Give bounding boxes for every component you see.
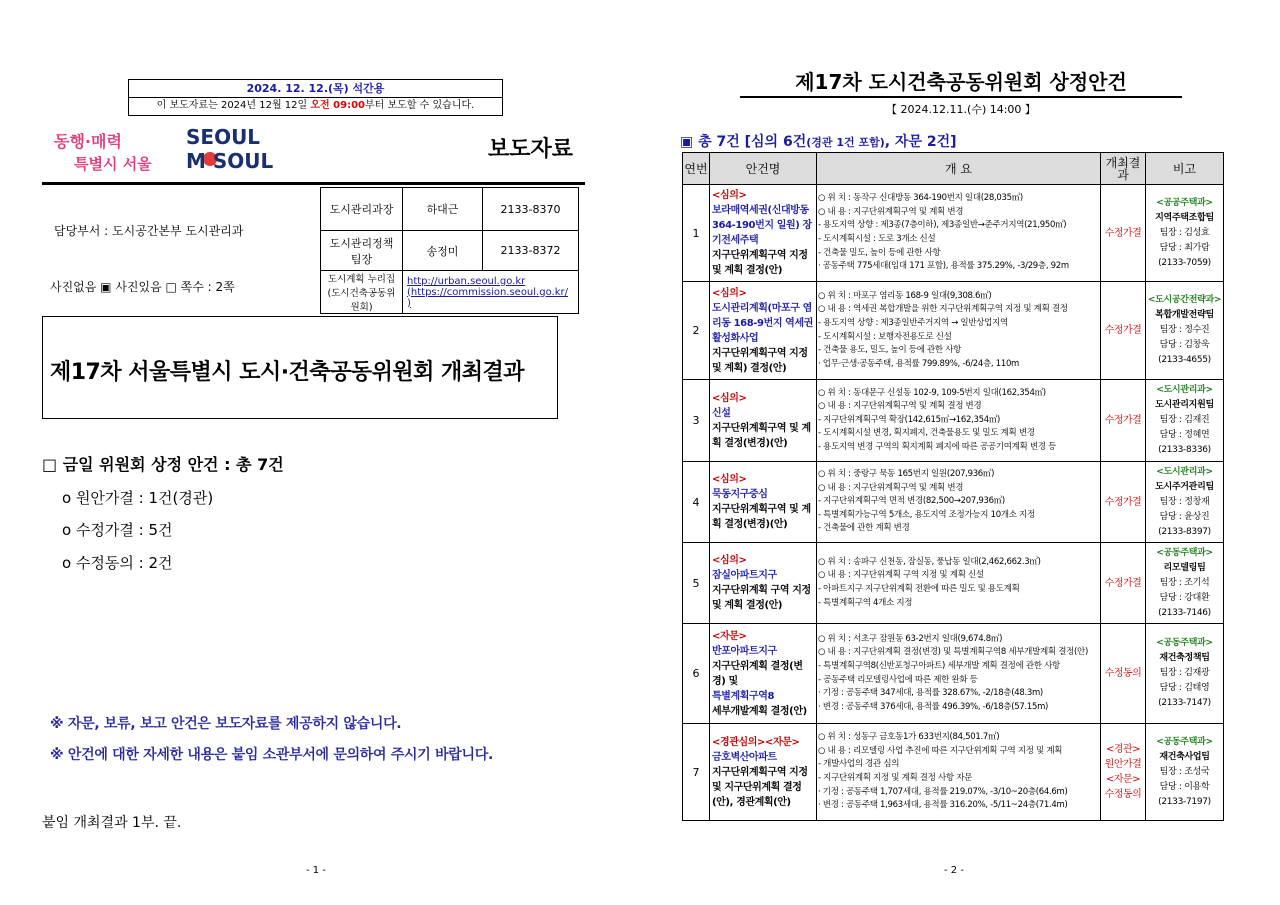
site-link-commission[interactable]: (https://commission.seoul.go.kr/ ) xyxy=(407,286,568,309)
overview-line: - 용도지역 상향 : 제3종(7층이하), 제3종일반→준주거지역(21,950㎡) xyxy=(818,220,1067,231)
agenda-plan: 지구단위계획구역 지정 및 계획 결정(안) xyxy=(712,250,808,276)
overview-line: - 지구단위계획 지정 및 계획 결정 사항 자문 xyxy=(818,773,973,783)
contact-tel: (2133-8336) xyxy=(1158,445,1211,455)
agenda-name xyxy=(710,185,817,282)
contact-tel: (2133-7146) xyxy=(1158,607,1211,618)
svg-text:동행·매력: 동행·매력 xyxy=(54,132,122,151)
contact-team: 지역주택조합팀 xyxy=(1155,212,1214,223)
overview-line: ○ 위 치 : 성동구 금호동1가 633번지(84,501.7㎡) xyxy=(818,732,1000,743)
overview-line: - 용도지역 상향 : 제3종일반주거지역 → 일반상업지역 xyxy=(818,317,1008,328)
result-line: <자문> xyxy=(1105,774,1141,785)
page-number-2: - 2 - xyxy=(944,865,964,876)
overview-line: - 공동주택 리모델링사업에 따른 제한 완화 등 xyxy=(818,674,978,685)
agenda-type: <심의> xyxy=(712,287,747,299)
contact-division: <도시공간전략과> xyxy=(1147,295,1222,305)
overview-line: · 공동주택 775세대(임대 171 포함), 용적률 375.29%, -3/29층, 92m xyxy=(818,261,1069,272)
contact-staff: 담당 : 김창욱 xyxy=(1159,340,1210,350)
contact-division: <공공주택과> xyxy=(1156,197,1213,208)
contact-staff: 담당 : 강대환 xyxy=(1159,592,1210,603)
note-2: ※ 안건에 대한 자세한 내용은 붙임 소관부서에 문의하여 주시기 바랍니다. xyxy=(50,747,493,763)
count-small: (경관 1건 포함) xyxy=(806,136,885,149)
attachment-line: 붙임 개최결과 1부. 끝. xyxy=(42,815,182,831)
agenda-row xyxy=(683,724,1224,821)
overview-line: - 도시계획시설 변경, 획지폐지, 건축물용도 및 밀도 계획 변경 xyxy=(818,428,1035,439)
overview-line: · 업무·근생·공동주택, 용적률 799.89%, -6/24층, 110m xyxy=(818,358,1020,369)
release-date-box xyxy=(128,79,503,116)
result-line: 원안가결 xyxy=(1104,759,1142,770)
contact-staff: 담당 : 정혜연 xyxy=(1159,430,1210,440)
agenda-overview xyxy=(817,462,1101,543)
agenda-site: 신설 xyxy=(712,407,731,419)
contact-manager: 팀장 : 정수진 xyxy=(1159,325,1210,335)
agenda-name xyxy=(710,380,817,462)
agenda-site: 잠실아파트지구 xyxy=(712,570,777,581)
agenda-summary-heading: □ 금일 위원회 상정 안건 : 총 7건 xyxy=(42,455,284,474)
contact-team: 도시주거관리팀 xyxy=(1155,481,1214,492)
overview-line: - 특별계획구역 4개소 지정 xyxy=(818,597,913,608)
contact-manager: 팀장 : 정창재 xyxy=(1159,496,1210,507)
contact-team: 재건축정책팀 xyxy=(1159,653,1210,663)
contact-team: 복합개발전략팀 xyxy=(1155,310,1214,320)
agenda-result: 수정가결 xyxy=(1101,543,1146,624)
agenda-row xyxy=(683,380,1224,462)
agenda-result: 수정동의 xyxy=(1101,624,1146,724)
agenda-contact xyxy=(1146,543,1224,624)
agenda-site: 묵동지구중심 xyxy=(712,489,768,500)
press-release-label: 보도자료 xyxy=(488,137,574,162)
agenda-result: 수정가결 xyxy=(1101,380,1146,462)
overview-line: - 아파트지구 지구단위계획 전환에 따른 밀도 및 용도계획 xyxy=(818,584,1020,594)
overview-line: - 특별계획가능구역 5개소, 용도지역 조정가능지 10개소 지정 xyxy=(818,509,1035,520)
overview-line: - 용도지역 변경 구역의 획지계획 폐지에 따른 공공기여계획 변경 등 xyxy=(818,441,1056,452)
row-number: 2 xyxy=(683,282,710,380)
agenda-overview xyxy=(817,380,1101,462)
page-number-1: - 1 - xyxy=(306,865,326,876)
contact-division: <도시관리과> xyxy=(1156,466,1213,477)
row-number: 6 xyxy=(683,624,710,724)
overview-line: ○ 위 치 : 서초구 잠원동 63-2번지 일대(9,674.8㎡) xyxy=(818,633,1003,644)
row-number: 4 xyxy=(683,462,710,543)
note-1: ※ 자문, 보류, 보고 안건은 보도자료를 제공하지 않습니다. xyxy=(50,716,402,732)
department: 담당부서 : 도시공간본부 도시관리과 xyxy=(54,224,244,238)
agenda-plan-2: 세부개발계획 결정(안) xyxy=(712,705,807,717)
contact-tel: (2133-7059) xyxy=(1158,257,1211,268)
overview-line: - 도시계획시설 : 보행자전용도로 신설 xyxy=(818,331,952,342)
site-links[interactable] xyxy=(403,271,579,314)
agenda-type: <경관심의><자문> xyxy=(712,736,800,748)
agenda-type: <심의> xyxy=(712,190,747,201)
agenda-row xyxy=(683,624,1224,724)
release-date: 2024. 12. 12.(목) 석간용 xyxy=(129,80,502,98)
row-number: 3 xyxy=(683,380,710,462)
agenda-name xyxy=(710,282,817,380)
overview-line: ○ 위 치 : 중랑구 묵동 165번지 일원(207,936㎡) xyxy=(818,469,995,480)
agenda-row xyxy=(683,282,1224,380)
agenda-title-underline xyxy=(740,96,1182,98)
meeting-datetime: 【 2024.12.11.(수) 14:00 】 xyxy=(886,103,1036,116)
overview-line: ○ 내 용 : 리모델링 사업 추진에 따른 지구단위계획 구역 지정 및 계획 xyxy=(818,745,1063,756)
agenda-summary-item: o 수정가결 : 5건 xyxy=(62,521,173,539)
header-result: 개최결과 xyxy=(1101,153,1146,185)
overview-line: · 기정 : 공동주택 1,707세대, 용적률 219.07%, -3/10~20층(64.6m) xyxy=(818,786,1068,797)
overview-line: - 건축물에 관한 계획 변경 xyxy=(818,523,910,534)
main-title: 제17차 서울특별시 도시·건축공동위원회 개최결과 xyxy=(50,360,524,385)
agenda-site: 금호벽산아파트 xyxy=(712,751,777,763)
row-number: 7 xyxy=(683,724,710,821)
overview-line: - 건축물 밀도, 높이 등에 관한 사항 xyxy=(818,247,941,258)
agenda-name xyxy=(710,624,817,724)
agenda-header-row xyxy=(683,153,1224,185)
agenda-table xyxy=(682,152,1224,821)
contact-name: 송정미 xyxy=(403,231,483,271)
agenda-site: 반포아파트지구 xyxy=(712,645,777,657)
agenda-plan: 지구단위계획구역 지정 및 지구단위계획 결정(안), 경관계획(안) xyxy=(712,766,808,808)
count-main: ▣ 총 7건 [심의 6건 xyxy=(680,134,807,150)
agenda-type: <자문> xyxy=(712,630,747,642)
agenda-plan: 지구단위계획 구역 지정 및 계획 결정(안) xyxy=(712,585,811,611)
contact-manager: 팀장 : 김재광 xyxy=(1159,668,1210,678)
overview-line: · 기정 : 공동주택 347세대, 용적률 328.67%, -2/18층(48.3m) xyxy=(818,688,1043,699)
agenda-name xyxy=(710,724,817,821)
agenda-result xyxy=(1101,724,1146,821)
agenda-contact xyxy=(1146,624,1224,724)
result-line: <경관> xyxy=(1105,744,1141,755)
svg-text:특별시 서울: 특별시 서울 xyxy=(74,155,152,173)
contact-role: 도시관리정책팀장 xyxy=(321,231,403,271)
agenda-title: 제17차 도시건축공동위원회 상정안건 xyxy=(795,70,1127,94)
count-end: , 자문 2건] xyxy=(884,134,957,150)
contact-division: <공동주택과> xyxy=(1156,736,1213,747)
agenda-result: 수정가결 xyxy=(1101,282,1146,380)
overview-line: ○ 위 치 : 송파구 신천동, 잠실동, 풍납동 일대(2,462,662.3㎡) xyxy=(818,556,1041,567)
contact-staff: 담당 : 김태영 xyxy=(1159,683,1210,693)
agenda-contact xyxy=(1146,185,1224,282)
contact-manager: 팀장 : 조기석 xyxy=(1159,577,1210,588)
agenda-name xyxy=(710,462,817,543)
agenda-contact xyxy=(1146,462,1224,543)
contact-manager: 팀장 : 김재진 xyxy=(1159,415,1210,425)
overview-line: ○ 내 용 : 지구단위계획구역 및 계획 결정 변경 xyxy=(818,401,982,412)
header-desc: 개 요 xyxy=(817,153,1101,185)
agenda-contact xyxy=(1146,282,1224,380)
agenda-overview xyxy=(817,624,1101,724)
overview-line: ○ 위 치 : 동대문구 신설동 102-9, 109-5번지 일대(162,354㎡) xyxy=(818,387,1046,398)
contact-team: 리모델링팀 xyxy=(1163,562,1206,573)
contact-name: 하대근 xyxy=(403,188,483,231)
contact-division: <도시관리과> xyxy=(1156,385,1213,395)
overview-line: - 지구단위계획구역 확장(142,615㎡→162,354㎡) xyxy=(818,414,1001,425)
contact-staff: 담당 : 이용학 xyxy=(1159,781,1210,792)
overview-line: - 건축물 용도, 밀도, 높이 등에 관한 사항 xyxy=(818,345,962,356)
agenda-overview xyxy=(817,543,1101,624)
contact-tel: (2133-8397) xyxy=(1158,526,1211,537)
overview-line: ○ 내 용 : 지구단위계획구역 및 계획 변경 xyxy=(818,482,964,493)
contact-team: 재건축사업팀 xyxy=(1159,751,1210,762)
agenda-row xyxy=(683,543,1224,624)
embargo-pre: 이 보도자료는 2024년 12월 12일 xyxy=(156,100,311,111)
contact-staff: 담당 : 최가람 xyxy=(1159,242,1210,253)
agenda-overview xyxy=(817,724,1101,821)
agenda-contact xyxy=(1146,380,1224,462)
overview-line: - 도시계획시설 : 도로 3개소 신설 xyxy=(818,234,936,244)
agenda-summary-item: o 원안가결 : 1건(경관) xyxy=(62,489,214,507)
row-number: 1 xyxy=(683,185,710,282)
site-label-2: (도시건축공동위원회) xyxy=(327,288,396,313)
agenda-type: <심의> xyxy=(712,392,747,404)
site-label xyxy=(321,271,403,314)
row-number: 5 xyxy=(683,543,710,624)
contact-tel: (2133-4655) xyxy=(1158,355,1211,365)
agenda-overview xyxy=(817,282,1101,380)
overview-line: ○ 내 용 : 지구단위계획구역 및 계획 변경 xyxy=(818,206,964,217)
agenda-site-2: 특별계획구역8 xyxy=(712,690,775,702)
overview-line: - 특별계획구역8(신반포청구아파트) 세부개발 계획 결정에 관한 사항 xyxy=(818,660,1060,671)
agenda-site: 보라매역세권(신대방동 364-190번지 일원) 장기전세주택 xyxy=(712,205,812,246)
overview-line: - 개발사업의 경관 심의 xyxy=(818,759,900,770)
agenda-overview xyxy=(817,185,1101,282)
agenda-plan: 지구단위계획구역 및 계획 결정(변경)(안) xyxy=(712,422,811,449)
header-divider xyxy=(42,182,585,185)
contact-tel: (2133-7147) xyxy=(1158,698,1211,708)
header-note: 비고 xyxy=(1146,153,1224,185)
contact-tel: 2133-8370 xyxy=(483,188,579,231)
embargo-notice xyxy=(129,98,502,115)
agenda-type: <심의> xyxy=(712,555,747,566)
agenda-result: 수정가결 xyxy=(1101,462,1146,543)
contact-role: 도시관리과장 xyxy=(321,188,403,231)
agenda-row xyxy=(683,185,1224,282)
agenda-contact xyxy=(1146,724,1224,821)
contact-manager: 팀장 : 조성국 xyxy=(1159,766,1210,777)
site-label-1: 도시계획 누리집 xyxy=(327,274,396,285)
header-no: 연번 xyxy=(683,153,710,185)
contact-division: <공동주택과> xyxy=(1156,547,1213,558)
agenda-row xyxy=(683,462,1224,543)
agenda-plan: 지구단위계획구역 및 계획 결정(변경)(안) xyxy=(712,504,811,530)
agenda-count xyxy=(680,131,957,151)
main-title-box xyxy=(42,316,558,419)
agenda-plan: 지구단위계획 결정(변경) 및 xyxy=(712,660,803,687)
overview-line: · 변경 : 공동주택 1,963세대, 용적률 316.20%, -5/11~24층(71.4m) xyxy=(818,800,1068,811)
contact-division: <공동주택과> xyxy=(1156,638,1213,648)
seoul-slogan-logo xyxy=(52,127,152,175)
overview-line: ○ 내 용 : 역세권 복합개발을 위한 지구단위계획구역 지정 및 계획 결정 xyxy=(818,304,1068,315)
site-link-urban[interactable]: http://urban.seoul.go.kr xyxy=(407,275,526,287)
contact-table xyxy=(320,187,579,314)
agenda-name xyxy=(710,543,817,624)
overview-line: ○ 내 용 : 지구단위계획 구역 지정 및 계획 신설 xyxy=(818,570,984,581)
overview-line: ○ 위 치 : 동작구 신대방동 364-190번지 일대(28,035㎡) xyxy=(818,193,1023,204)
agenda-site: 도시관리계획(마포구 염리동 168-9번지 역세권 활성화사업 xyxy=(712,302,813,344)
contact-manager: 팀장 : 김성효 xyxy=(1159,227,1210,238)
embargo-post: 부터 보도할 수 있습니다. xyxy=(365,100,475,111)
contact-tel: 2133-8372 xyxy=(483,231,579,271)
contact-staff: 담당 : 윤상진 xyxy=(1159,511,1210,522)
overview-line: ○ 내 용 : 지구단위계획 결정(변경) 및 특별계획구역8 세부개발계획 결정(안) xyxy=(818,647,1088,658)
photo-page-info: 사진없음 ▣ 사진있음 □ 쪽수 : 2쪽 xyxy=(50,280,235,294)
overview-line: ○ 위 치 : 마포구 염리동 168-9 일대(9,308.6㎡) xyxy=(818,290,992,301)
embargo-time: 오전 09:00 xyxy=(310,100,366,111)
svg-text:M SOUL: M SOUL xyxy=(186,149,274,173)
overview-line: - 지구단위계획구역 면적 변경(82,500→207,936㎡) xyxy=(818,496,1005,507)
contact-team: 도시관리지원팀 xyxy=(1155,400,1214,410)
agenda-result: 수정가결 xyxy=(1101,185,1146,282)
seoul-my-soul-logo xyxy=(184,122,274,174)
header-name: 안건명 xyxy=(710,153,817,185)
agenda-plan: 지구단위계획구역 지정 및 계획) 결정(안) xyxy=(712,347,808,374)
agenda-type: <심의> xyxy=(712,474,747,485)
result-line: 수정동의 xyxy=(1104,789,1142,800)
contact-tel: (2133-7197) xyxy=(1158,796,1211,807)
svg-text:SEOUL: SEOUL xyxy=(186,125,261,149)
overview-line: · 변경 : 공동주택 376세대, 용적률 496.39%, -6/18층(57.15m) xyxy=(818,701,1049,712)
agenda-summary-item: o 수정동의 : 2건 xyxy=(62,554,173,572)
